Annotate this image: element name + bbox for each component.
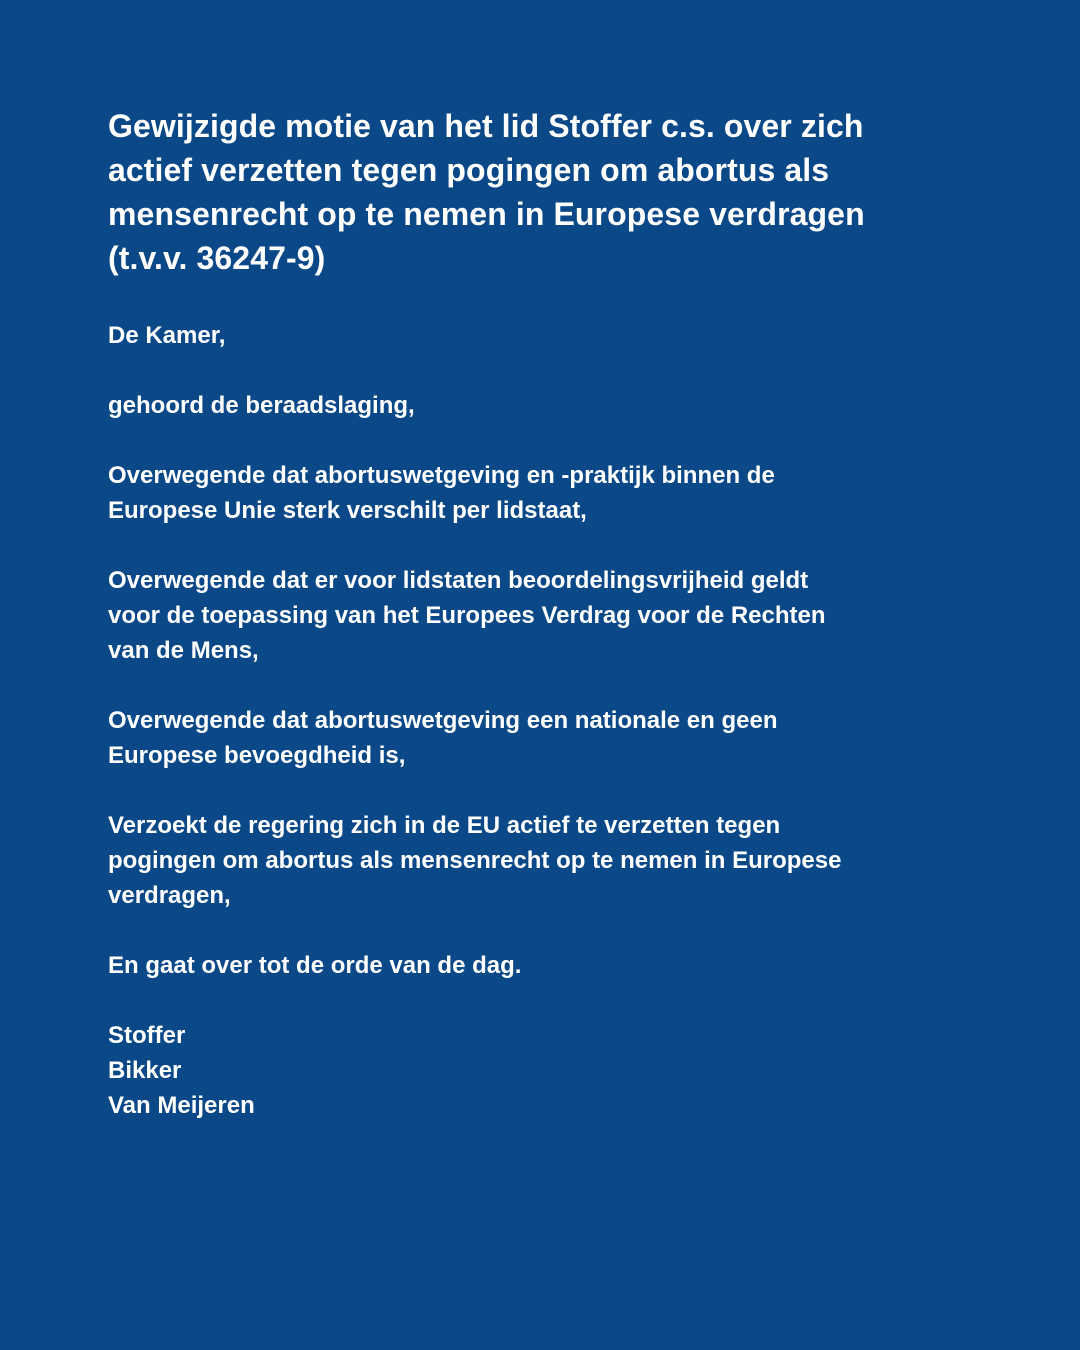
title-line: actief verzetten tegen pogingen om abortus als	[108, 152, 830, 188]
title-line: (t.v.v. 36247-9)	[108, 240, 326, 276]
title-line: Gewijzigde motie van het lid Stoffer c.s. over zich	[108, 108, 864, 144]
signer-name: Bikker	[108, 1057, 182, 1084]
signer-name: Van Meijeren	[108, 1092, 255, 1119]
considering-paragraph-3: Overwegende dat abortuswetgeving een nationale en geen Europese bevoegdheid is,	[108, 707, 778, 769]
considering-paragraph-1: Overwegende dat abortuswetgeving en -praktijk binnen de Europese Unie sterk verschilt per lidstaat,	[108, 462, 775, 524]
title-line: mensenrecht op te nemen in Europese verdragen	[108, 196, 865, 232]
request-paragraph: Verzoekt de regering zich in de EU actief te verzetten tegen pogingen om abortus als mensenrecht op te nemen in Europese verdragen,	[108, 812, 842, 909]
signer-name: Stoffer	[108, 1022, 186, 1049]
salutation: De Kamer,	[108, 322, 226, 349]
motion-title	[108, 104, 928, 280]
heard-statement: gehoord de beraadslaging,	[108, 392, 415, 419]
motion-document	[108, 104, 928, 1123]
signers-list	[108, 1018, 928, 1123]
closing-statement: En gaat over tot de orde van de dag.	[108, 952, 522, 979]
considering-paragraph-2: Overwegende dat er voor lidstaten beoordelingsvrijheid geldt voor de toepassing van het Europees Verdrag voor de Rechten van de Mens,	[108, 567, 826, 664]
